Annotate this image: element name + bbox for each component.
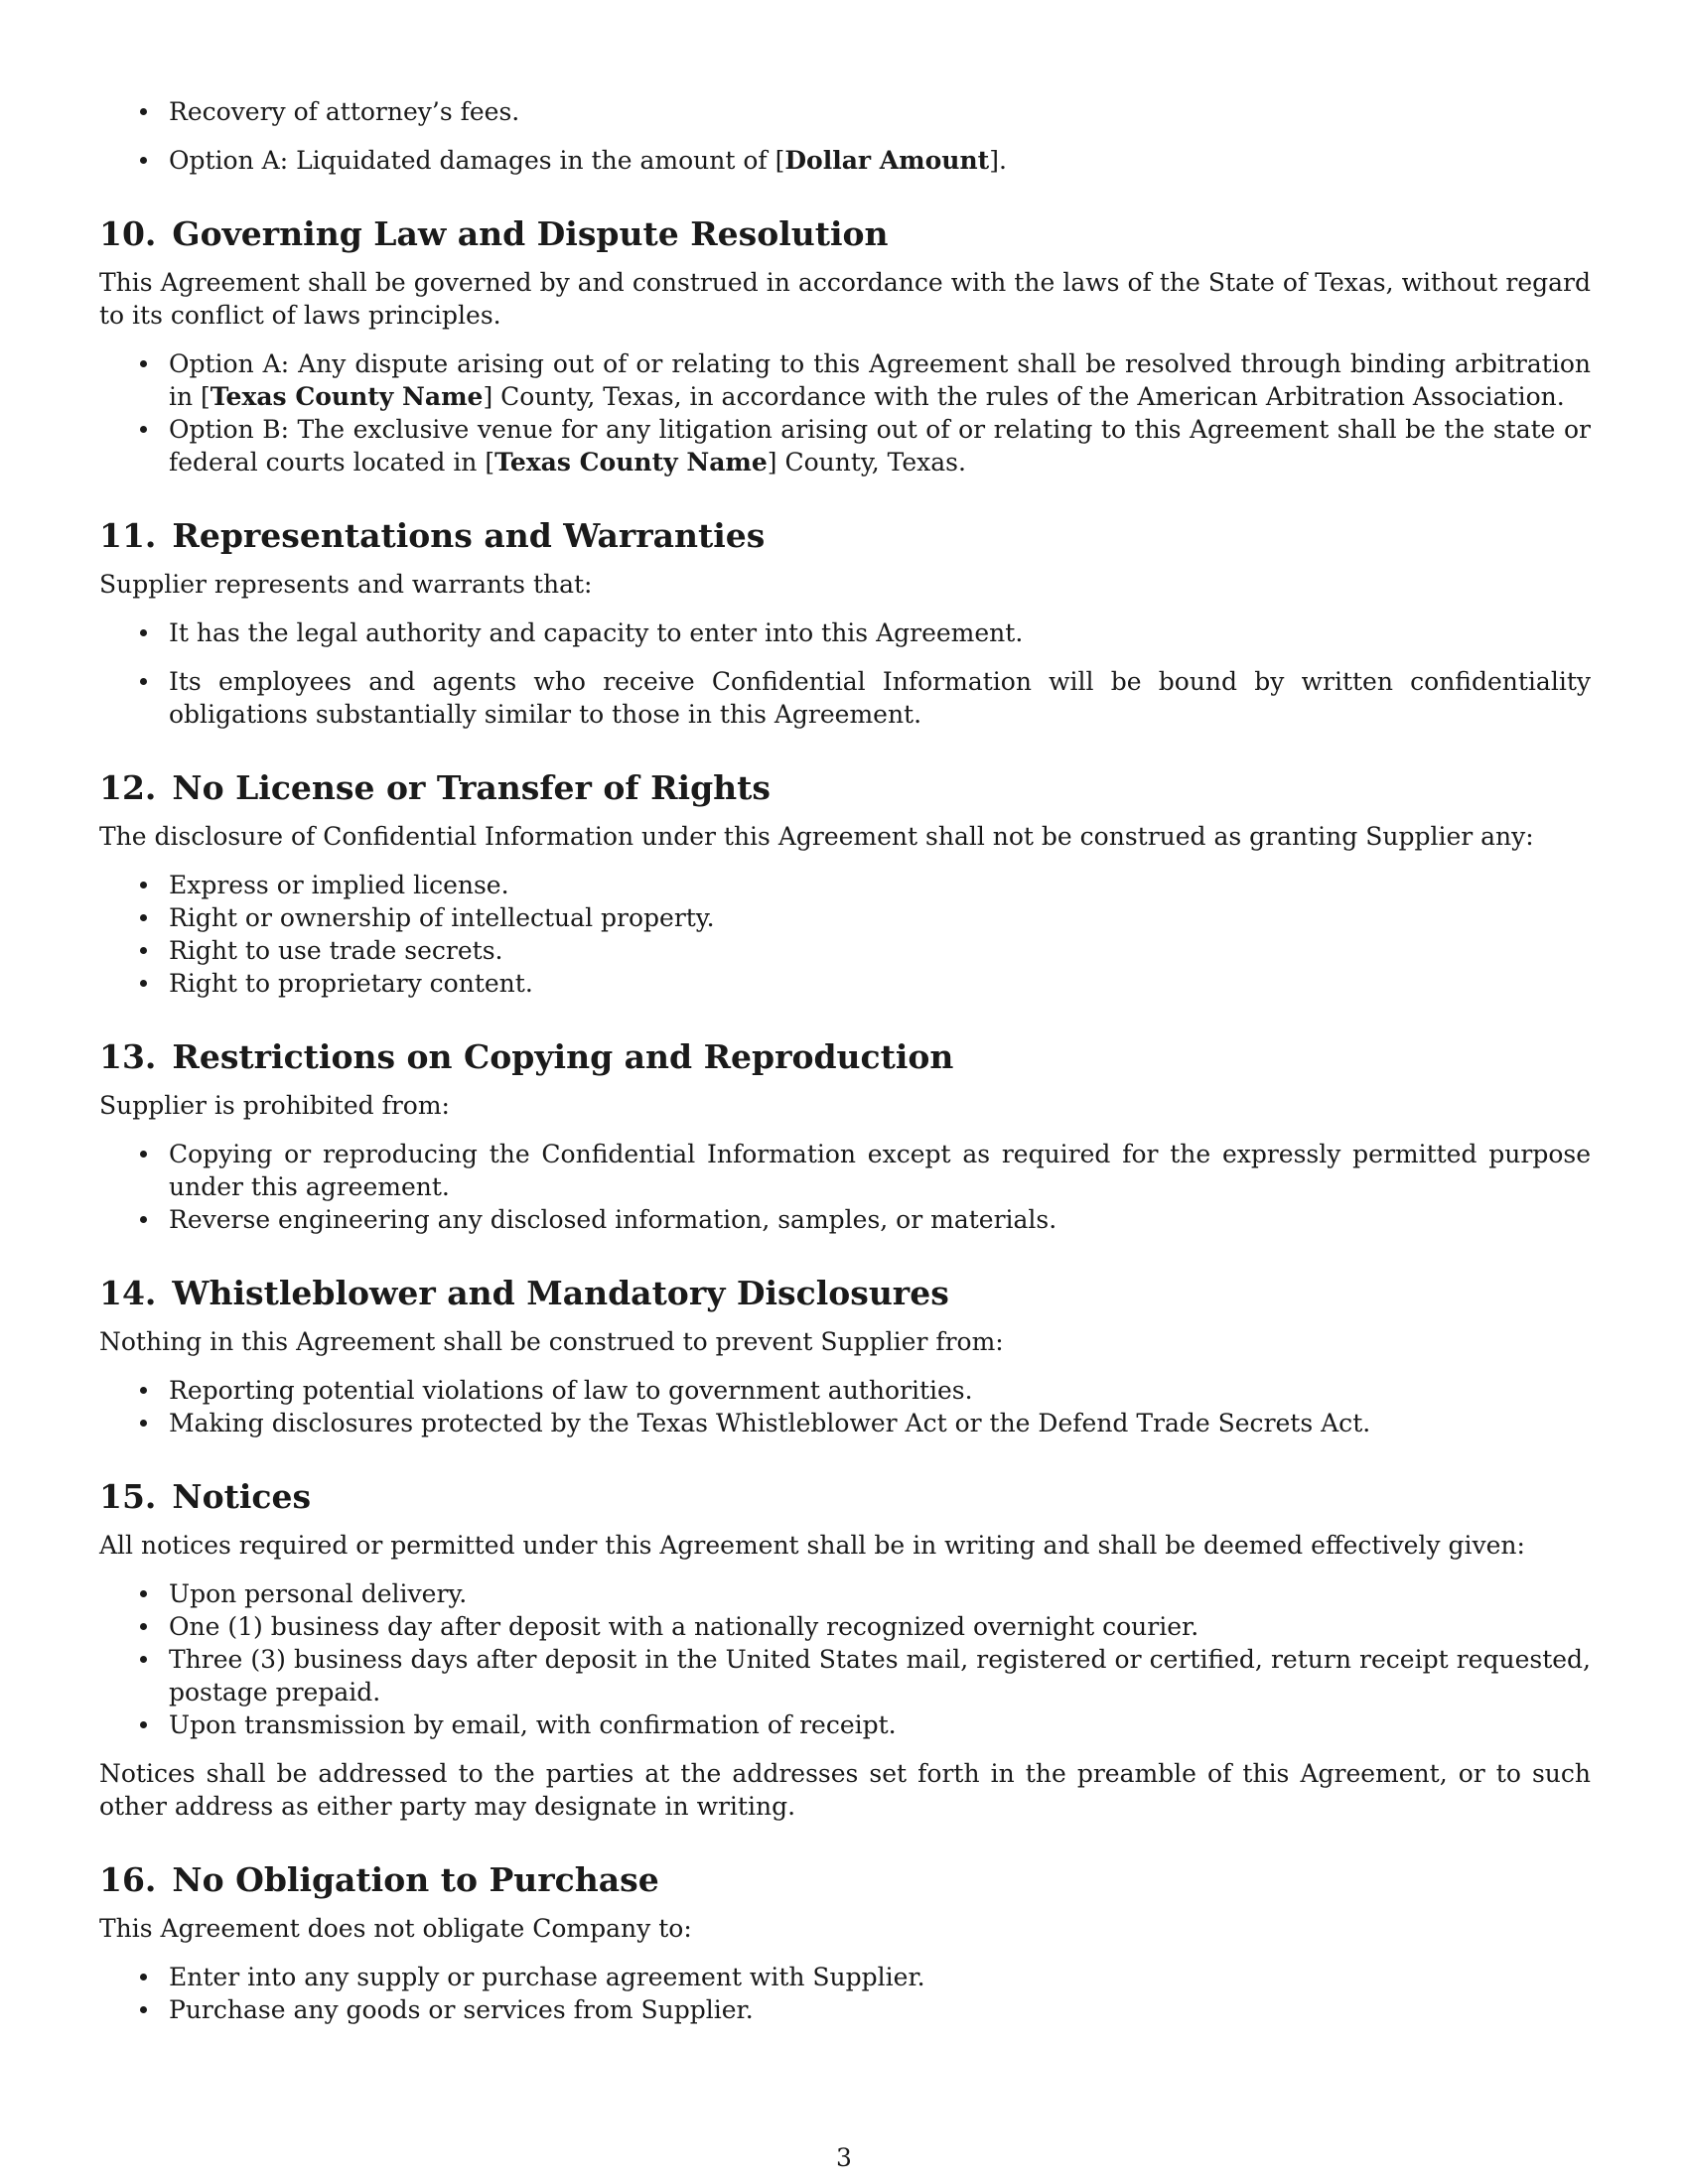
bullet-list — [99, 616, 1591, 731]
page-number: 3 — [836, 2143, 852, 2172]
section-paragraph: Nothing in this Agreement shall be construed to prevent Supplier from: — [99, 1327, 1004, 1356]
bullet-list — [99, 1577, 1591, 1741]
section-paragraph: Supplier represents and warrants that: — [99, 570, 593, 599]
list-item: Enter into any supply or purchase agreement with Supplier. — [99, 1961, 1591, 1993]
damages-list — [99, 95, 1591, 177]
section-15 — [99, 1475, 1591, 1823]
list-item: Purchase any goods or services from Supplier. — [99, 1993, 1591, 2026]
list-item: Recovery of attorney’s fees. — [99, 95, 1591, 128]
placeholder-field: Dollar Amount — [784, 146, 990, 175]
list-item: Three (3) business days after deposit in the United States mail, registered or certified, return receipt requested, postage prepaid. — [99, 1643, 1591, 1708]
section-paragraph: All notices required or permitted under this Agreement shall be in writing and shall be deemed effectively given: — [99, 1531, 1525, 1560]
bullet-list — [99, 869, 1591, 1000]
section-12 — [99, 766, 1591, 1000]
placeholder-field: Texas County Name — [494, 448, 768, 477]
section-16 — [99, 1858, 1591, 2026]
section-13 — [99, 1035, 1591, 1236]
bullet-list — [99, 1961, 1591, 2026]
list-item: One (1) business day after deposit with a nationally recognized overnight courier. — [99, 1610, 1591, 1643]
section-heading: 14. Whistleblower and Mandatory Disclosures — [99, 1274, 949, 1312]
list-item: Upon transmission by email, with confirmation of receipt. — [99, 1708, 1591, 1741]
section-10 — [99, 212, 1591, 478]
section-11 — [99, 514, 1591, 731]
list-item: Right to proprietary content. — [99, 967, 1591, 1000]
section-heading: 13. Restrictions on Copying and Reproduction — [99, 1037, 954, 1076]
section-14 — [99, 1272, 1591, 1439]
placeholder-field: Texas County Name — [210, 382, 484, 411]
section-paragraph: This Agreement does not obligate Company to: — [99, 1914, 692, 1943]
section-paragraph: Notices shall be addressed to the parties at the addresses set forth in the preamble of this Agreement, or to such other address as either party may designate in writing. — [99, 1759, 1591, 1821]
section-heading: 11. Representations and Warranties — [99, 516, 766, 555]
bullet-list — [99, 1138, 1591, 1236]
section-paragraph: This Agreement shall be governed by and construed in accordance with the laws of the State of Texas, without regard to its conflict of laws principles. — [99, 268, 1591, 330]
list-item: Option B: The exclusive venue for any litigation arising out of or relating to this Agreement shall be the state or federal courts located in [Texas County Name] County, Texas. — [99, 413, 1591, 478]
list-item: Making disclosures protected by the Texas Whistleblower Act or the Defend Trade Secrets Act. — [99, 1407, 1591, 1439]
list-item: Right to use trade secrets. — [99, 934, 1591, 967]
list-item: Reporting potential violations of law to government authorities. — [99, 1374, 1591, 1407]
list-item: Option A: Any dispute arising out of or relating to this Agreement shall be resolved through binding arbitration in [Texas County Name] County, Texas, in accordance with the rules of the American Arbitration Association. — [99, 347, 1591, 413]
list-item: Express or implied license. — [99, 869, 1591, 901]
list-item: Right or ownership of intellectual property. — [99, 901, 1591, 934]
list-item: Copying or reproducing the Confidential Information except as required for the expressly permitted purpose under this agreement. — [99, 1138, 1591, 1203]
list-item: Option A: Liquidated damages in the amount of [Dollar Amount]. — [99, 144, 1591, 177]
list-item: Reverse engineering any disclosed information, samples, or materials. — [99, 1203, 1591, 1236]
section-paragraph: The disclosure of Confidential Information under this Agreement shall not be construed as granting Supplier any: — [99, 822, 1534, 851]
list-item: Upon personal delivery. — [99, 1577, 1591, 1610]
bullet-list — [99, 347, 1591, 478]
list-item: It has the legal authority and capacity to enter into this Agreement. — [99, 616, 1591, 649]
bullet-list — [99, 1374, 1591, 1439]
section-heading: 16. No Obligation to Purchase — [99, 1860, 659, 1899]
section-heading: 10. Governing Law and Dispute Resolution — [99, 214, 889, 253]
section-paragraph: Supplier is prohibited from: — [99, 1091, 450, 1120]
section-heading: 12. No License or Transfer of Rights — [99, 768, 771, 807]
section-heading: 15. Notices — [99, 1477, 312, 1516]
document-page — [99, 95, 1591, 2026]
list-item: Its employees and agents who receive Confidential Information will be bound by written confidentiality obligations substantially similar to those in this Agreement. — [99, 665, 1591, 731]
